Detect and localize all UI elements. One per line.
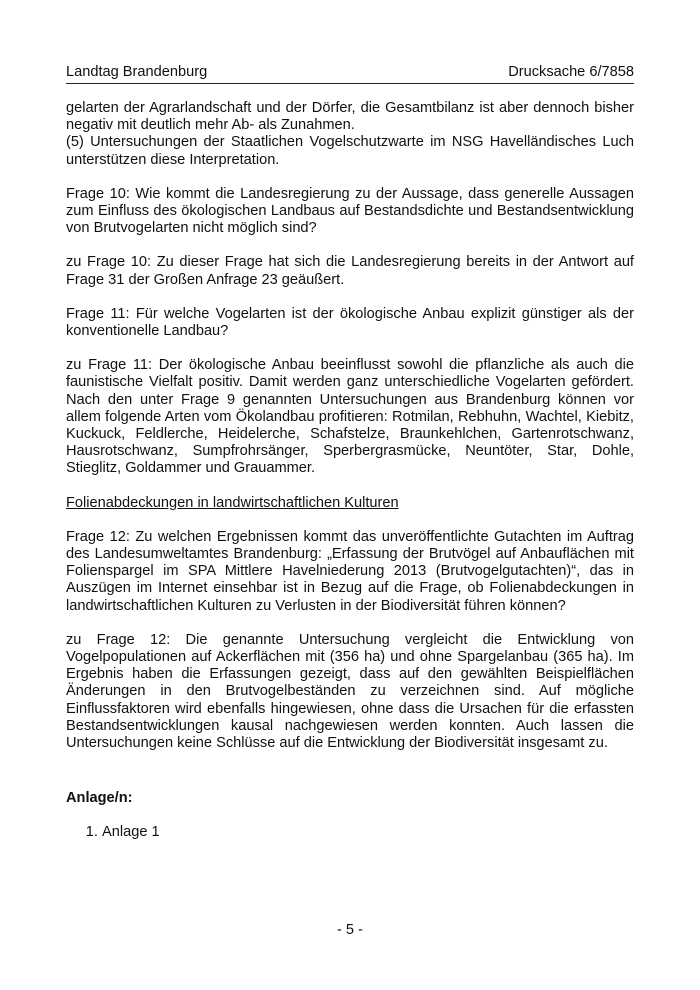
answer-12: zu Frage 12: Die genannte Untersuchung vergleicht die Entwicklung von Vogelpopulationen auf Ackerflächen mit (356 ha) und ohne Spargelanbau (365 ha). Im Ergebnis haben die Erfassungen gezeigt, dass auf den gewählten Beispielflächen Änderungen in den Brutvogelbeständen zu verzeichnen sind. Auf mögliche Einflussfaktoren wird ebenfalls hingewiesen, ohne dass die Ursachen für die erfassten Bestandsentwicklungen kausal nachgewiesen werden konnten. Auch lassen die Untersuchungen keine Schlüsse auf die Entwicklung der Biodiversität insgesamt zu.: [66, 631, 634, 752]
attachment-item: 1. Anlage 1: [102, 824, 634, 841]
attachments-list: [66, 824, 634, 841]
paragraph-item-5: (5) Untersuchungen der Staatlichen Vogelschutzwarte im NSG Havelländisches Luch unterstützen diese Interpretation.: [66, 134, 634, 168]
section-heading: [66, 495, 634, 512]
question-12: Frage 12: Zu welchen Ergebnissen kommt das unveröffentlichte Gutachten im Auftrag des Landesumweltamtes Brandenburg: „Erfassung der Brutvögel auf Anbauflächen mit Folienspargel im SPA Mittlere Havelniederung 2013 (Brutvogelgutachten)“, das in Auszügen im Internet einsehbar ist in Bezug auf die Frage, ob Folienabdeckungen in landwirtschaftlichen Kulturen zu Verlusten in der Biodiversität führen können?: [66, 528, 634, 614]
page-number: - 5 -: [337, 922, 363, 938]
question-10: Frage 10: Wie kommt die Landesregierung zu der Aussage, dass generelle Aussagen zum Einfluss des ökologischen Landbaus auf Bestandsdichte und Bestandsentwicklung von Brutvogelarten nicht möglich sind?: [66, 185, 634, 237]
paragraph-continuation: gelarten der Agrarlandschaft und der Dörfer, die Gesamtbilanz ist aber dennoch bisher negativ mit deutlich mehr Ab- als Zunahmen.: [66, 100, 634, 134]
section-heading-text: Folienabdeckungen in landwirtschaftlichen Kulturen: [66, 494, 399, 511]
attachments-section: [66, 790, 634, 841]
page-header: [66, 64, 634, 84]
attachments-title: Anlage/n:: [66, 790, 133, 806]
header-document-number: Drucksache 6/7858: [508, 64, 634, 80]
question-11: Frage 11: Für welche Vogelarten ist der ökologische Anbau explizit günstiger als der konventionelle Landbau?: [66, 305, 634, 340]
answer-11: zu Frage 11: Der ökologische Anbau beeinflusst sowohl die pflanzliche als auch die faunistische Vielfalt positiv. Damit werden ganz unterschiedliche Vogelarten gefördert. Nach den unter Frage 9 genannten Untersuchungen aus Brandenburg können vor allem folgende Arten vom Ökolandbau profitieren: Rotmilan, Rebhuhn, Wachtel, Kiebitz, Kuckuck, Feldlerche, Heidelerche, Schafstelze, Braunkehlchen, Gartenrotschwanz, Hausrotschwanz, Sumpfrohrsänger, Sperbergrasmücke, Neuntöter, Star, Dohle, Stieglitz, Goldammer und Grauammer.: [66, 357, 634, 477]
header-publisher: Landtag Brandenburg: [66, 64, 208, 80]
answer-10: zu Frage 10: Zu dieser Frage hat sich die Landesregierung bereits in der Antwort auf Frage 31 der Großen Anfrage 23 geäußert.: [66, 254, 634, 288]
document-body: [66, 100, 634, 752]
document-page: [66, 64, 634, 769]
